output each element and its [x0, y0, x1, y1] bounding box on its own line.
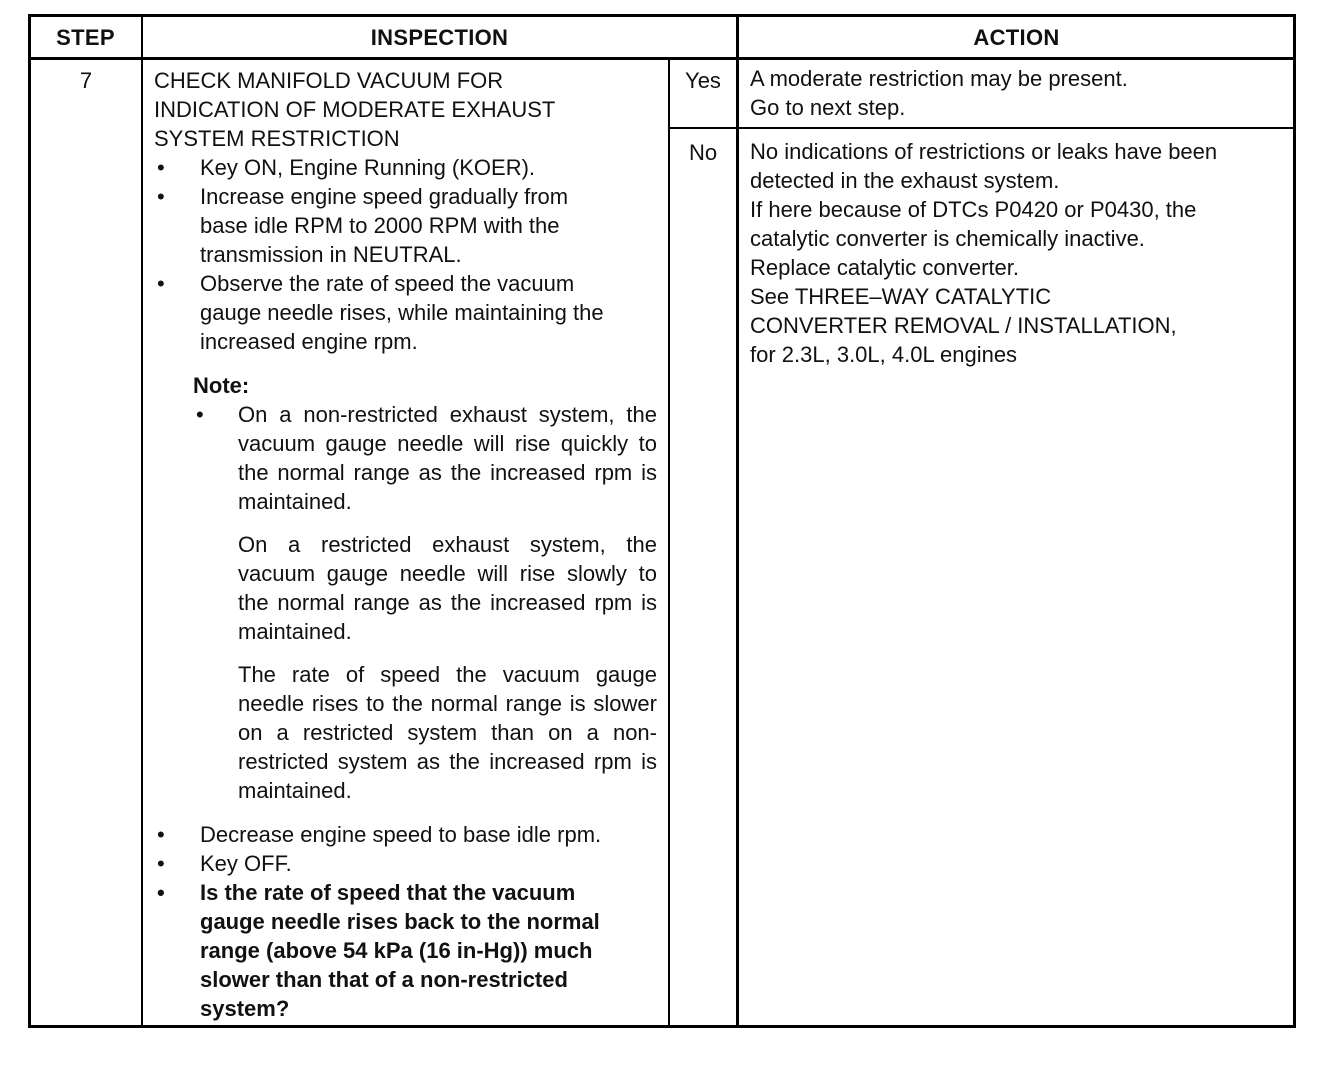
yes-no-divider	[669, 127, 1296, 129]
step-column-divider	[141, 14, 143, 1028]
header-action: ACTION	[973, 25, 1060, 50]
question-line: system?	[200, 996, 290, 1021]
note-label: Note:	[193, 373, 250, 398]
inspection-action-divider	[736, 14, 739, 1028]
list-item	[154, 820, 664, 849]
note-paragraph: The rate of speed the vacuum gauge needle rises to the normal range is slower on a restricted system than on a non-restricted system as the increased rpm is maintained.	[238, 662, 657, 803]
inspection-question	[154, 878, 664, 1023]
action-line: See THREE–WAY CATALYTIC	[750, 284, 1052, 309]
inspection-title	[154, 66, 664, 153]
note-paragraph-text: On a non-restricted exhaust system, the vacuum gauge needle will rise quickly to the normal range as the increased rpm is maintained.	[238, 402, 657, 514]
note-block	[193, 371, 657, 805]
list-item	[154, 153, 664, 182]
inspection-title-line: INDICATION OF MODERATE EXHAUST	[154, 97, 556, 122]
action-line: catalytic converter is chemically inactive.	[750, 226, 1145, 251]
no-label: No	[688, 140, 718, 165]
action-line: Go to next step.	[750, 95, 906, 120]
list-item-line: base idle RPM to 2000 RPM with the	[200, 213, 560, 238]
question-line: slower than that of a non-restricted	[200, 967, 568, 992]
list-item-line: gauge needle rises, while maintaining the	[200, 300, 604, 325]
list-item-line: transmission in NEUTRAL.	[200, 242, 462, 267]
note-paragraph: On a restricted exhaust system, the vacuum gauge needle will rise slowly to the normal range as the increased rpm is maintained.	[238, 532, 657, 644]
question-line: range (above 54 kPa (16 in-Hg)) much	[200, 938, 593, 963]
list-item-line: Key ON, Engine Running (KOER).	[200, 155, 536, 180]
list-item	[154, 182, 664, 269]
question-line: Is the rate of speed that the vacuum	[200, 880, 576, 905]
bullet-icon: •	[157, 880, 165, 905]
question-line: gauge needle rises back to the normal	[200, 909, 600, 934]
header-step: STEP	[56, 25, 115, 50]
inspection-steps-list	[154, 153, 664, 356]
inspection-final-steps-list	[154, 820, 664, 1023]
yes-action	[750, 64, 1290, 122]
inspection-title-line: SYSTEM RESTRICTION	[154, 126, 400, 151]
note-paragraph	[193, 400, 657, 516]
inspection-answer-divider	[668, 58, 670, 1028]
action-line: for 2.3L, 3.0L, 4.0L engines	[750, 342, 1018, 367]
no-action	[750, 137, 1290, 369]
bullet-icon: •	[157, 851, 165, 876]
action-line: A moderate restriction may be present.	[750, 66, 1128, 91]
action-line: detected in the exhaust system.	[750, 168, 1060, 193]
bullet-icon: •	[157, 822, 165, 847]
action-line: CONVERTER REMOVAL / INSTALLATION,	[750, 313, 1177, 338]
list-item-line: Increase engine speed gradually from	[200, 184, 569, 209]
list-item-line: increased engine rpm.	[200, 329, 418, 354]
bullet-icon: •	[157, 184, 165, 209]
action-line: Replace catalytic converter.	[750, 255, 1020, 280]
bullet-icon: •	[196, 402, 204, 427]
list-item	[154, 269, 664, 356]
yes-label: Yes	[685, 68, 721, 93]
list-item-line: Key OFF.	[200, 851, 292, 876]
bullet-icon: •	[157, 271, 165, 296]
bullet-icon: •	[157, 155, 165, 180]
header-inspection: INSPECTION	[370, 25, 509, 50]
list-item-line: Decrease engine speed to base idle rpm.	[200, 822, 602, 847]
list-item-line: Observe the rate of speed the vacuum	[200, 271, 575, 296]
inspection-title-line: CHECK MANIFOLD VACUUM FOR	[154, 68, 504, 93]
step-number: 7	[79, 68, 93, 93]
action-line: If here because of DTCs P0420 or P0430, the	[750, 197, 1197, 222]
action-line: No indications of restrictions or leaks have been	[750, 139, 1218, 164]
list-item	[154, 849, 664, 878]
